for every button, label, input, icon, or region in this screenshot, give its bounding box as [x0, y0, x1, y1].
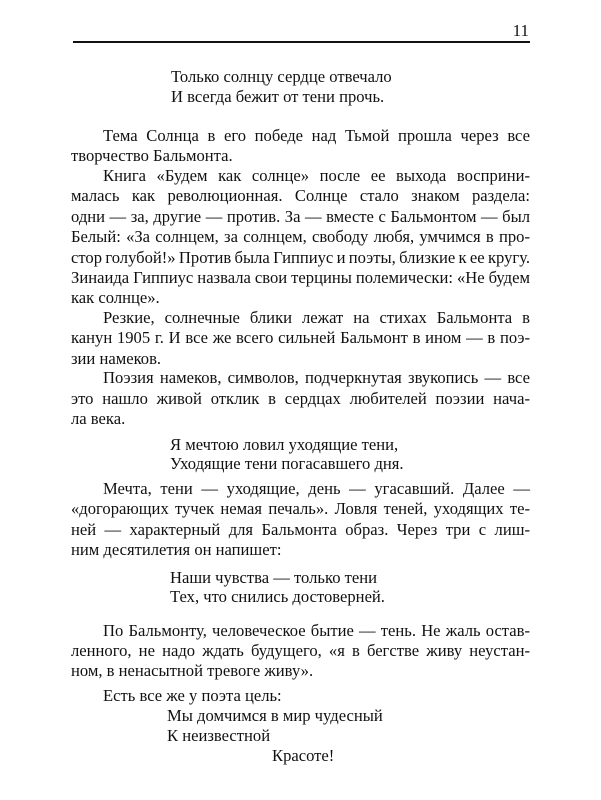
- paragraph-line: зии намеков.: [71, 349, 162, 368]
- paragraph-line: Есть все же у поэта цель:: [103, 686, 282, 705]
- paragraph-line: ленного, не надо ждать будущего, «я в бегстве живу неустан-: [71, 641, 530, 660]
- paragraph-line: По Бальмонту, человеческое бытие — тень. Не жаль остав-: [103, 621, 530, 640]
- paragraph-line: как солнце».: [71, 288, 160, 307]
- poem-line: Красоте!: [272, 746, 335, 765]
- paragraph-line: ним десятилетия он напишет:: [71, 540, 282, 559]
- paragraph-line: Книга «Будем как солнце» после ее выхода восприни-: [103, 166, 530, 185]
- poem-line: Только солнцу сердце отвечало: [171, 67, 392, 86]
- page-number: 11: [512, 21, 529, 40]
- paragraph-line: творчество Бальмонта.: [71, 146, 233, 165]
- paragraph-line: малась как революционная. Солнце стало знаком раздела:: [71, 186, 530, 205]
- paragraph-line: канун 1905 г. И все же всего сильней Бальмонт в ином — в поэ-: [71, 328, 530, 347]
- paragraph-line: Зинаида Гиппиус назвала свои терцины полемически: «Не будем: [71, 268, 530, 287]
- poem-line: Мы домчимся в мир чудесный: [167, 706, 383, 725]
- poem-line: К неизвестной: [167, 726, 271, 745]
- poem-line: Тех, что снились достоверней.: [170, 587, 385, 606]
- paragraph-line: стор голубой!» Против была Гиппиус и поэты, близкие к ее кругу.: [71, 248, 530, 267]
- paragraph-line: ней — характерный для Бальмонта образ. Через три с лиш-: [71, 520, 530, 539]
- paragraph-line: ном, в ненасытной тревоге живу».: [71, 661, 314, 680]
- paragraph-line: ла века.: [71, 409, 126, 428]
- poem-line: Наши чувства — только тени: [170, 568, 378, 587]
- paragraph-line: Тема Солнца в его победе над Тьмой прошла через все: [103, 126, 530, 145]
- header-rule: [73, 41, 530, 43]
- paragraph-line: «догорающих тучек немая печаль». Ловля теней, уходящих те-: [71, 499, 530, 518]
- paragraph-line: Резкие, солнечные блики лежат на стихах Бальмонта в: [103, 308, 530, 327]
- poem-line: Я мечтою ловил уходящие тени,: [170, 435, 399, 454]
- poem-line: Уходящие тени погасавшего дня.: [170, 454, 404, 473]
- paragraph-line: одни — за, другие — против. За — вместе с Бальмонтом — был: [71, 207, 530, 226]
- poem-line: И всегда бежит от тени прочь.: [171, 87, 385, 106]
- paragraph-line: Белый: «За солнцем, за солнцем, свободу любя, умчимся в про-: [71, 227, 530, 246]
- paragraph-line: Мечта, тени — уходящие, день — угасавший. Далее —: [103, 479, 530, 498]
- paragraph-line: это нашло живой отклик в сердцах любителей поэзии нача-: [71, 389, 530, 408]
- paragraph-line: Поэзия намеков, символов, подчеркнутая звукопись — все: [103, 368, 530, 387]
